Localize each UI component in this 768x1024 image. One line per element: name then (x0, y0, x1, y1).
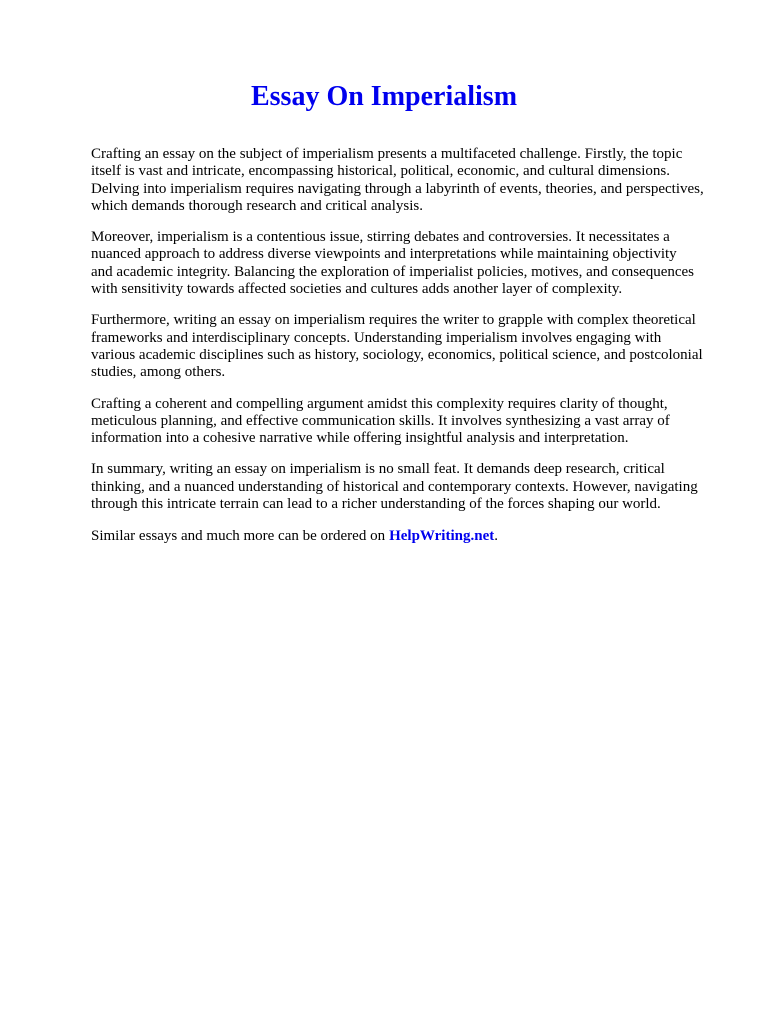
paragraph-line: thinking, and a nuanced understanding of historical and contemporary contexts. However, navigating (91, 478, 698, 495)
similar-essays-suffix: . (494, 528, 498, 545)
paragraph-line: various academic disciplines such as history, sociology, economics, political science, and postcolonial (91, 346, 703, 363)
page-title: Essay On Imperialism (250, 81, 518, 112)
paragraph-line: information into a cohesive narrative while offering insightful analysis and interpretation. (91, 430, 629, 447)
paragraph-5 (91, 461, 741, 513)
paragraph-2 (91, 229, 741, 298)
paragraph-line: meticulous planning, and effective communication skills. It involves synthesizing a vast array of (91, 412, 670, 429)
paragraph-line: studies, among others. (91, 364, 226, 381)
paragraph-3 (91, 312, 741, 381)
paragraph-4 (91, 396, 741, 448)
essay-body (91, 146, 741, 545)
paragraph-line: itself is vast and intricate, encompassing historical, political, economic, and cultural dimensions. (91, 163, 671, 180)
paragraph-line: Crafting an essay on the subject of imperialism presents a multifaceted challenge. Firstly, the topic (91, 146, 683, 162)
paragraph-line: and academic integrity. Balancing the exploration of imperialist policies, motives, and consequences (91, 263, 695, 280)
paragraph-line: which demands thorough research and critical analysis. (91, 197, 423, 214)
paragraph-line: frameworks and interdisciplinary concepts. Understanding imperialism involves engaging with (91, 329, 662, 346)
paragraph-line: nuanced approach to address diverse viewpoints and interpretations while maintaining objectivity (91, 246, 677, 263)
paragraph-line: Delving into imperialism requires navigating through a labyrinth of events, theories, and perspectives, (91, 180, 704, 197)
paragraph-line: In summary, writing an essay on imperialism is no small feat. It demands deep research, critical (91, 461, 665, 478)
paragraph-line: with sensitivity towards affected societies and cultures adds another layer of complexity. (91, 281, 623, 298)
helpwriting-link[interactable]: HelpWriting.net (389, 528, 495, 545)
paragraph-line: Crafting a coherent and compelling argument amidst this complexity requires clarity of thought, (91, 395, 668, 412)
paragraph-line: Furthermore, writing an essay on imperialism requires the writer to grapple with complex theoretical (91, 312, 696, 329)
similar-essays-note (91, 527, 741, 545)
similar-essays-text: Similar essays and much more can be ordered on (91, 528, 386, 545)
paragraph-line: Moreover, imperialism is a contentious issue, stirring debates and controversies. It necessitates a (91, 229, 670, 246)
paragraph-1 (91, 146, 741, 215)
paragraph-line: through this intricate terrain can lead to a richer understanding of the forces shaping our world. (91, 496, 661, 513)
